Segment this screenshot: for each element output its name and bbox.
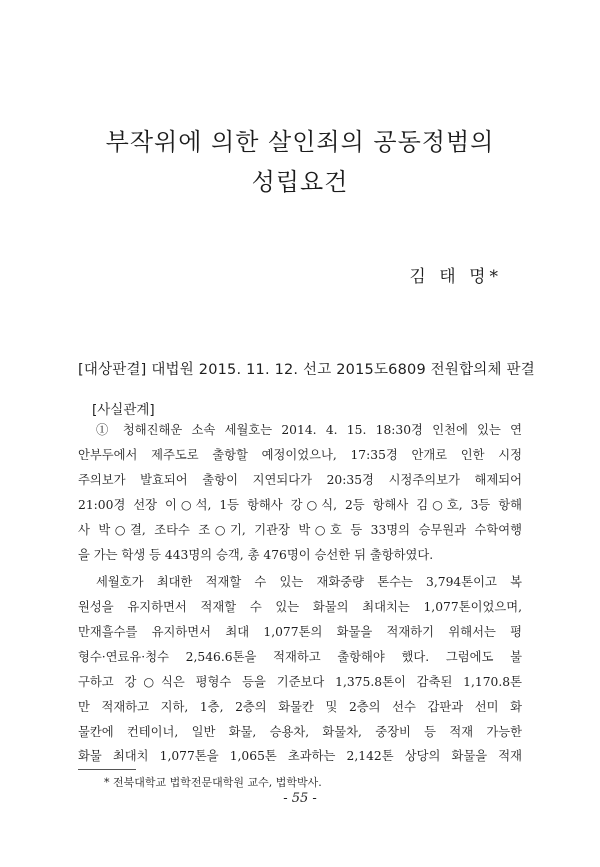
body-line: 안부두에서 제주도로 출항할 예정이었으나, 17:35경 안개로 인한 시정	[78, 448, 522, 462]
author-name: 김 태 명*	[409, 267, 502, 287]
body-line: 주의보가 발효되어 출항이 지연되다가 20:35경 시정주의보가 해제되어	[78, 473, 522, 487]
title-line-1: 부작위에 의한 살인죄의 공동정범의	[105, 128, 495, 156]
body-line: 원성을 유지하면서 적재할 수 있는 화물의 최대치는 1,077톤이었으며,	[78, 600, 522, 614]
body-line: 21:00경 선장 이○석, 1등 항해사 강○식, 2등 항해사 김○호, 3등 항해	[78, 498, 522, 512]
body-line: 세월호가 최대한 적재할 수 있는 재화중량 톤수는 3,794톤이고 복	[96, 575, 522, 589]
footnote-divider	[78, 769, 136, 770]
title-line-2: 성립요건	[251, 168, 349, 196]
body-line: ① 청해진해운 소속 세월호는 2014. 4. 15. 18:30경 인천에 있는 연	[96, 423, 522, 437]
body-line: 구하고 강○식은 평형수 등을 기준보다 1,375.8톤이 감축된 1,170.8톤	[78, 675, 522, 689]
body-line: 만재흘수를 유지하면서 최대 1,077톤의 화물을 적재하기 위해서는 평	[78, 625, 522, 639]
footnote: * 전북대학교 법학전문대학원 교수, 법학박사.	[104, 776, 322, 789]
page-number: - 55 -	[283, 791, 317, 806]
body-line: 화물 최대치 1,077톤을 1,065톤 초과하는 2,142톤 상당의 화물을 적재	[78, 749, 522, 763]
body-line: 사 박○결, 조타수 조○기, 기관장 박○호 등 33명의 승무원과 수학여행	[78, 523, 522, 537]
body-line: 만 적재하고 지하, 1층, 2층의 화물칸 및 2층의 선수 갑판과 선미 화	[78, 700, 522, 714]
body-line: 을 가는 학생 등 443명의 승객, 총 476명이 승선한 뒤 출항하였다.	[78, 548, 434, 562]
case-reference: [대상판결] 대법원 2015. 11. 12. 선고 2015도6809 전원합의체 판결	[78, 362, 535, 378]
body-line: 형수·연료유·청수 2,546.6톤을 적재하고 출항해야 했다. 그럼에도 불	[78, 650, 522, 664]
facts-heading: [사실관계]	[92, 402, 155, 418]
body-line: 물칸에 컨테이너, 일반 화물, 승용차, 화물차, 중장비 등 적재 가능한	[78, 725, 522, 739]
